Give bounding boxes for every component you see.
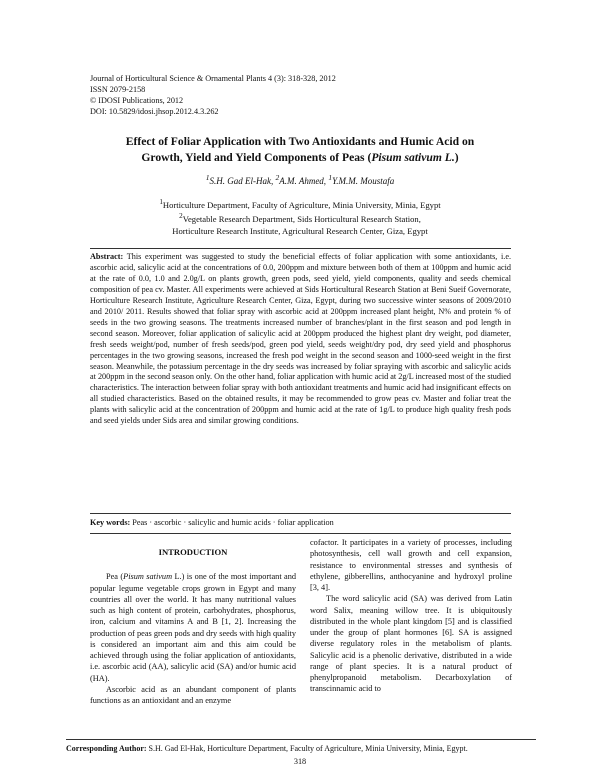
journal-header — [90, 73, 336, 117]
title-line-2-suffix: ) — [454, 151, 459, 164]
author-1-sup: 1 — [205, 173, 210, 182]
intro-paragraph-2: Ascorbic acid as an abundant component of plants functions as an antioxidant and an enzyme — [90, 684, 296, 705]
author-3-sup: 1 — [328, 173, 333, 182]
paper-title — [70, 134, 530, 166]
affiliation-1 — [70, 197, 530, 211]
intro-p1-species: Pisum sativum — [123, 572, 173, 582]
corresponding-author-label: Corresponding Author: — [66, 744, 147, 753]
author-3: Y.M.M. Moustafa — [332, 176, 395, 186]
author-2: A.M. Ahmed, — [279, 176, 327, 186]
abstract-bottom-rule — [90, 513, 511, 514]
corresponding-author — [66, 744, 536, 753]
affiliation-3: Horticulture Research Institute, Agricultural Research Center, Giza, Egypt — [172, 225, 428, 236]
journal-citation: Journal of Horticultural Science & Ornamental Plants 4 (3): 318-328, 2012 — [90, 74, 336, 83]
keywords-bottom-rule — [90, 533, 511, 534]
abstract-top-rule — [90, 248, 511, 249]
title-line-2-prefix: Growth, Yield and Yield Components of Peas ( — [141, 151, 372, 164]
intro-paragraph-4: The word salicylic acid (SA) was derived from Latin word Salix, meaning willow tree. It is ubiquitously distributed in the whole plant kingdom [5] and is classified under the group of plant hormones [6]. SA is assigned diverse regulatory roles in the metabolism of plants. Salicylic acid is a phenolic derivative, distributed in a wide range of plant species. It is a natural product of phenylpropanoid metabolism. Decarboxylation of transcinnamic acid to — [310, 594, 512, 694]
intro-p1-rest: L.) is one of the most important and popular legume vegetable crops grown in Egypt and many countries all over the world. It has many nutritional values such as high content of protein, carbohydrates, phosphorus, iron, calcium and vitamins A and B [1, 2]. Increasing the production of peas green pods and dry seeds with high quality is considered an important aim and this aim could be achieved through using the foliar application of antioxidants, i.e. ascorbic acid (AA), salicylic acid (SA) and/or humic acid (HA). — [90, 572, 296, 683]
title-species: Pisum sativum L. — [371, 151, 455, 164]
corresponding-author-text: S.H. Gad El-Hak, Horticulture Department, Faculty of Agriculture, Minia University, Minia, Egypt. — [148, 744, 468, 753]
title-line-1: Effect of Foliar Application with Two Antioxidants and Humic Acid on — [125, 135, 475, 148]
section-heading-introduction: INTRODUCTION — [158, 547, 228, 557]
abstract-text: This experiment was suggested to study the beneficial effects of foliar application with some antioxidants, i.e. ascorbic acid, salicylic acid at the concentrations of 0.0, 200ppm and mixture between both of them at 100ppm and humic acid at the rate of 0.0, 1.0 and 2.0g/L on plants growth, green pods, seed yield, yield components, quality and seeds chemical composition of pea cv. Master. All experiments were achieved at Sids Horticultural Research Station at Beni Sueif Governorate, Horticulture Research Institute, Agriculture Research Center, Giza, Egypt, during two successive winter seasons of 2009/2010 and 2010/ 2011. Results showed that foliar spray with ascorbic acid at 200ppm increased plant height, N% and protein % of seeds in the two growing seasons. The treatments increased number of branches/plant in the first season and pod length in second season. Moreover, foliar application of salicylic acid at 200ppm produced the highest plant dry weight, pod diameter, fresh seeds weight/pod, number of fresh seeds/pod, green pod yield, seeds weight/dry pod, dry seed yield and phosphorus percentages in the two growing seasons, increased the fresh pod weight in the second season and 1000-seed weight in the first season. Meanwhile, the potassium percentage in the dry seeds was increased by foliar spraying with ascorbic and salicylic acids at 200ppm in the second season only. On the other hand, foliar application with humic acid at 2g/L increased most of the studied characteristics. The interaction between foliar spray with both antioxidant treatments and humic acid had insignificant effects on all studied characteristics. Based on the obtained results, it may be recommended to grow peas cv. Master and foliar treat the plants with salicylic acid at the concentration of 200ppm and humic acid at the rate of 1g/L to produce high quality fresh pods and seed yields under Sids area and similar growing conditions. — [90, 252, 511, 426]
keywords-label: Key words: — [90, 518, 131, 527]
author-list — [70, 173, 530, 186]
copyright: © IDOSI Publications, 2012 — [90, 96, 184, 105]
keywords-text: Peas · ascorbic · salicylic and humic acids · foliar application — [132, 518, 334, 527]
column-left — [90, 547, 296, 706]
affiliation-2-sup: 2 — [179, 212, 183, 221]
author-1: S.H. Gad El-Hak, — [209, 176, 274, 186]
footer-rule — [66, 739, 536, 740]
intro-p1-start: Pea ( — [106, 572, 124, 582]
intro-paragraph-3: cofactor. It participates in a variety of processes, including photosynthesis, cell wall growth and cell expansion, resistance to environmental stresses and synthesis of ethylene, gibberellins, anthocyanine and hydroxyl proline [3, 4]. — [310, 538, 512, 592]
intro-paragraph-1 — [90, 571, 296, 684]
page-number: 318 — [293, 757, 307, 766]
affiliation-2 — [70, 211, 530, 225]
column-right — [310, 537, 512, 695]
affiliation-1-sup: 1 — [159, 198, 163, 206]
title-line-2 — [70, 150, 530, 166]
issn: ISSN 2079-2158 — [90, 85, 146, 94]
affiliation-1-text: Horticulture Department, Faculty of Agriculture, Minia University, Minia, Egypt — [162, 199, 441, 210]
abstract-label: Abstract: — [90, 252, 124, 261]
keywords — [90, 518, 511, 527]
author-2-sup: 2 — [275, 173, 280, 182]
affiliations — [70, 197, 530, 237]
doi: DOI: 10.5829/idosi.jhsop.2012.4.3.262 — [90, 107, 219, 116]
affiliation-2-text: Vegetable Research Department, Sids Horticultural Research Station, — [182, 214, 421, 225]
abstract — [90, 252, 511, 427]
